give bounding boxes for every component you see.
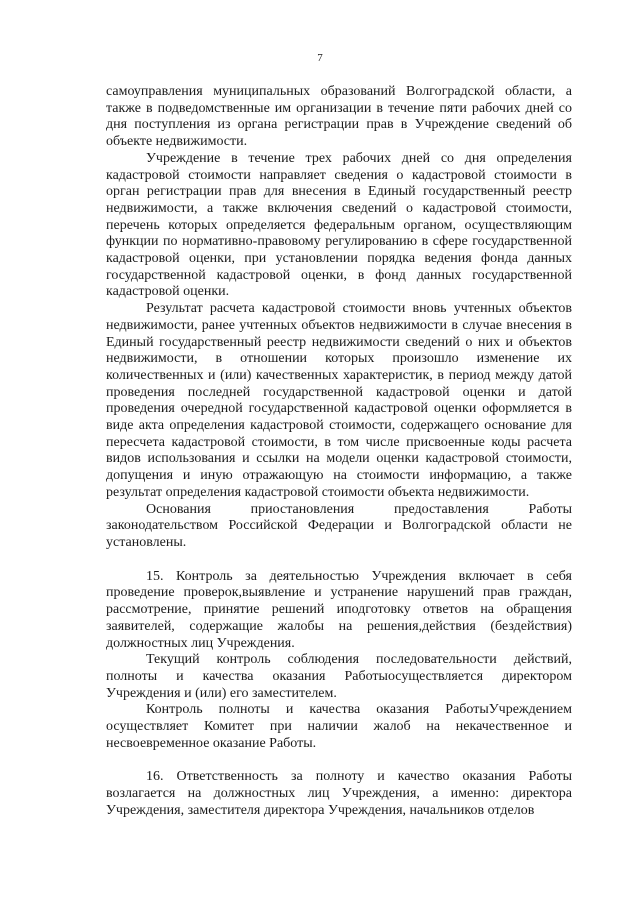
paragraph-suspension-grounds: Основания приостановления предоставления Работы законодательством Российской Федерации и Волгоградской области не установлены. [106,501,572,550]
paragraph-section-15: 15. Контроль за деятельностью Учреждения включает в себя проведение проверок,выявление и устранение нарушений прав граждан, рассмотрение, принятие решений иподготовку ответов на обращения заявителей, содержащие жалобы на решения,действия (бездействия) должностных лиц Учреждения. [106,568,572,651]
page-number: 7 [317,52,323,64]
paragraph-section-16: 16. Ответственность за полноту и качество оказания Работы возлагается на должностных лиц Учреждения, а именно: директора Учреждения, заместителя директора Учреждения, начальников отделов [106,769,572,818]
section-gap [106,752,572,769]
paragraph-current-control: Текущий контроль соблюдения последовательности действий, полноты и качества оказания Работыосуществляется директором Учреждения и (или) его заместителем. [106,652,572,701]
section-gap [106,552,572,569]
paragraph-continuation: самоуправления муниципальных образований Волгоградской области, а также в подведомственные им организации в течение пяти рабочих дней со дня поступления из органа регистрации прав в Учреждение сведений об объекте недвижимости. [106,84,572,150]
paragraph-cadastral-info: Учреждение в течение трех рабочих дней со дня определения кадастровой стоимости направляет сведения о кадастровой стоимости в орган регистрации прав для внесения в Единый государственный реестр недвижимости, а также включения сведений о кадастровой стоимости, перечень которых определяется федеральным органом, осуществляющим функции по нормативно-правовому регулированию в сфере государственной кадастровой оценки, при установлении порядка ведения фонда данных государственной кадастровой оценки, в фонд данных государственной кадастровой оценки. [106,150,572,300]
document-body [106,84,572,820]
paragraph-committee-control: Контроль полноты и качества оказания РаботыУчреждением осуществляет Комитет при наличии жалоб на некачественное и несвоевременное оказание Работы. [106,702,572,751]
paragraph-calculation-result: Результат расчета кадастровой стоимости вновь учтенных объектов недвижимости, ранее учтенных объектов недвижимости в случае внесения в Единый государственный реестр недвижимости сведений о них и объектов недвижимости, в отношении которых произошло изменение их количественных и (или) качественных характеристик, в период между датой проведения последней государственной кадастровой оценки и датой проведения очередной государственной кадастровой оценки оформляется в виде акта определения кадастровой стоимости, содержащего основание для пересчета кадастровой стоимости, в том числе присвоенные коды расчета видов использования и ссылки на модели оценки кадастровой стоимости, допущения и иную отражающую на стоимости информацию, а также результат определения кадастровой стоимости объекта недвижимости. [106,301,572,500]
